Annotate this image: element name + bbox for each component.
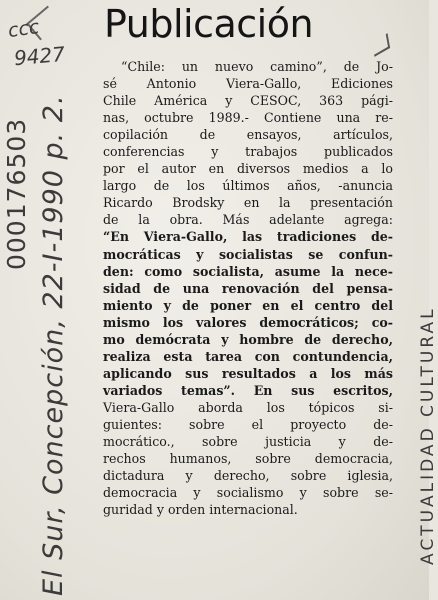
article-body: [103, 58, 393, 518]
article-line: miento y de poner en el centro del: [103, 297, 393, 313]
article-line: “Chile: un nuevo camino”, de Jo-: [121, 59, 393, 74]
article-line: aplicando sus resultados a los más: [103, 365, 393, 381]
headline: Publicación: [104, 2, 314, 46]
handwritten-note-top: ccc: [6, 15, 41, 43]
article-line: Viera-Gallo aborda los tópicos si-: [103, 399, 393, 415]
article-line: guridad y orden internacional.: [103, 502, 298, 518]
handwritten-number-top: 9427: [13, 41, 66, 71]
article-line: de la obra. Más adelante agrega:: [103, 212, 393, 228]
article-line: variados temas”. En sus escritos,: [103, 382, 393, 398]
article-line: mo demócrata y hombre de derecho,: [103, 331, 393, 347]
article-line: democracia y socialismo y sobre se-: [103, 485, 393, 501]
article-line: den: como socialista, asume la nece-: [103, 263, 393, 279]
article-line: guientes: sobre el proyecto de-: [103, 416, 393, 432]
handwritten-source-citation: El Sur, Concepción, 22-I-1990 p. 2.: [38, 94, 69, 596]
article-line: Ricardo Brodsky en la presentación: [103, 195, 393, 211]
article-line: realiza esta tarea con contundencia,: [103, 348, 393, 364]
article-line: mocrático., sobre justicia y de-: [103, 434, 393, 450]
article-line: sé Antonio Viera-Gallo, Ediciones: [103, 76, 393, 92]
article-line: largo de los últimos años, -anuncia: [103, 178, 393, 194]
article-line: nas, octubre 1989.- Contiene una re-: [103, 110, 393, 126]
article-line: dictadura y derecho, sobre iglesia,: [103, 468, 393, 484]
article-line: mocráticas y socialistas se confun-: [103, 246, 393, 262]
article-line: sidad de una renovación del pensa-: [103, 280, 393, 296]
article-line: rechos humanos, sobre democracia,: [103, 451, 393, 467]
article-line: Chile América y CESOC, 363 pági-: [103, 93, 393, 109]
check-mark-icon: [372, 33, 390, 57]
article-line: “En Viera-Gallo, las tradiciones de-: [103, 229, 393, 245]
article-line: copilación de ensayos, artículos,: [103, 127, 393, 143]
archive-number: 000176503: [2, 117, 31, 270]
handwritten-section-label: ACTUALIDAD CULTURAL: [418, 306, 438, 565]
article-line: conferencias y trabajos publicados: [103, 144, 393, 160]
article-line: mismo los valores democráticos; co-: [103, 314, 393, 330]
article-line: por el autor en diversos medios a lo: [103, 161, 393, 177]
